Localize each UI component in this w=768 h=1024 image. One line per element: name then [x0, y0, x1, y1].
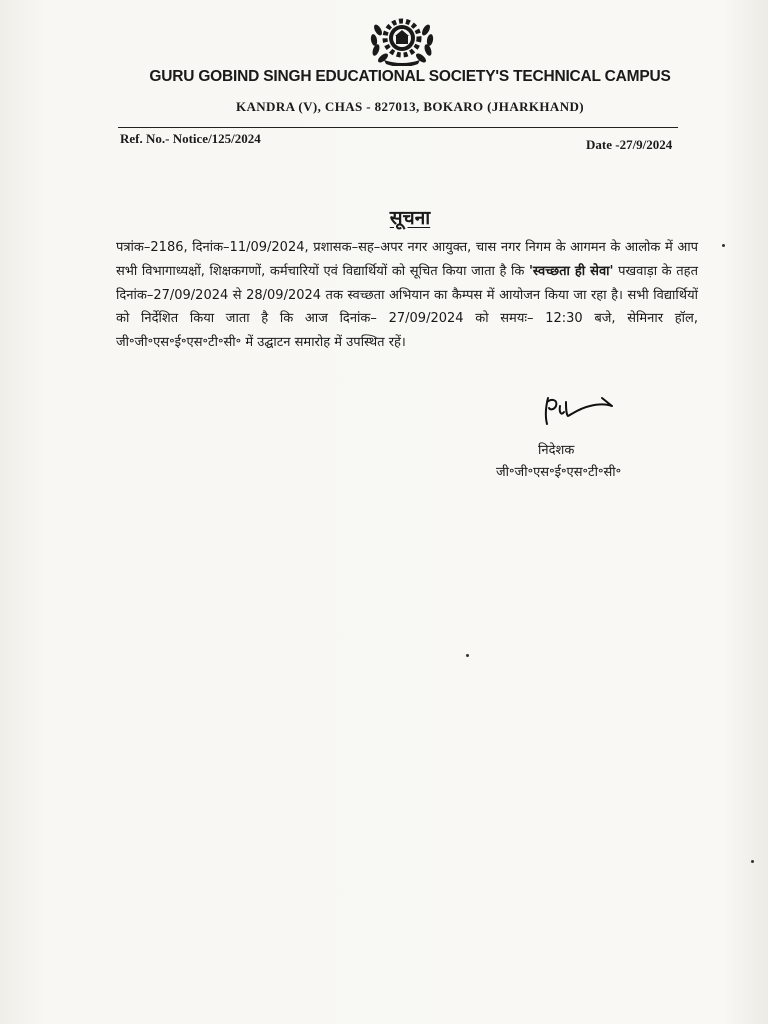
signature-icon [540, 392, 616, 432]
reference-number: Ref. No.- Notice/125/2024 [120, 131, 261, 146]
organization-address: KANDRA (V), CHAS - 827013, BOKARO (JHARKHAND) [235, 99, 585, 114]
paper-speck [466, 654, 469, 657]
notice-title: सूचना [389, 207, 431, 229]
paper-speck [722, 244, 725, 247]
header-divider [118, 127, 678, 128]
notice-body-part2: पखवाड़ा के तहत दिनांक–27/09/2024 से 28/09/2024 तक स्वच्छता अभियान का कैम्पस में आयोजन किया जा रहा है। सभी विद्यार्थियों को निर्देशित किया जाता है कि आज दिनांक– 27/09/2024 को समयः– 12:30 बजे, सेमिनार हॉल, जी॰जी॰एस॰ई॰एस॰टी॰सी॰ में उद्घाटन समारोह में उपस्थित रहें। [116, 263, 698, 351]
notice-body [116, 236, 698, 355]
signatory-designation: निदेशक [538, 443, 575, 458]
campaign-name: 'स्वच्छता ही सेवा' [528, 263, 614, 279]
institution-emblem-icon [366, 12, 438, 66]
paper-speck [751, 860, 754, 863]
notice-date: Date -27/9/2024 [586, 137, 673, 152]
notice-body-part1: पत्रांक–2186, दिनांक–11/09/2024, प्रशासक–सह–अपर नगर आयुक्त, चास नगर निगम के आगमन के आलोक में आप सभी विभागाध्यक्षों, शिक्षकगणों, कर्मचारियों एवं विद्यार्थियों को सूचित किया जाता है कि [116, 240, 698, 279]
signatory-institute: जी॰जी॰एस॰ई॰एस॰टी॰सी॰ [496, 465, 622, 480]
organization-name: GURU GOBIND SINGH EDUCATIONAL SOCIETY'S TECHNICAL CAMPUS [149, 68, 671, 85]
